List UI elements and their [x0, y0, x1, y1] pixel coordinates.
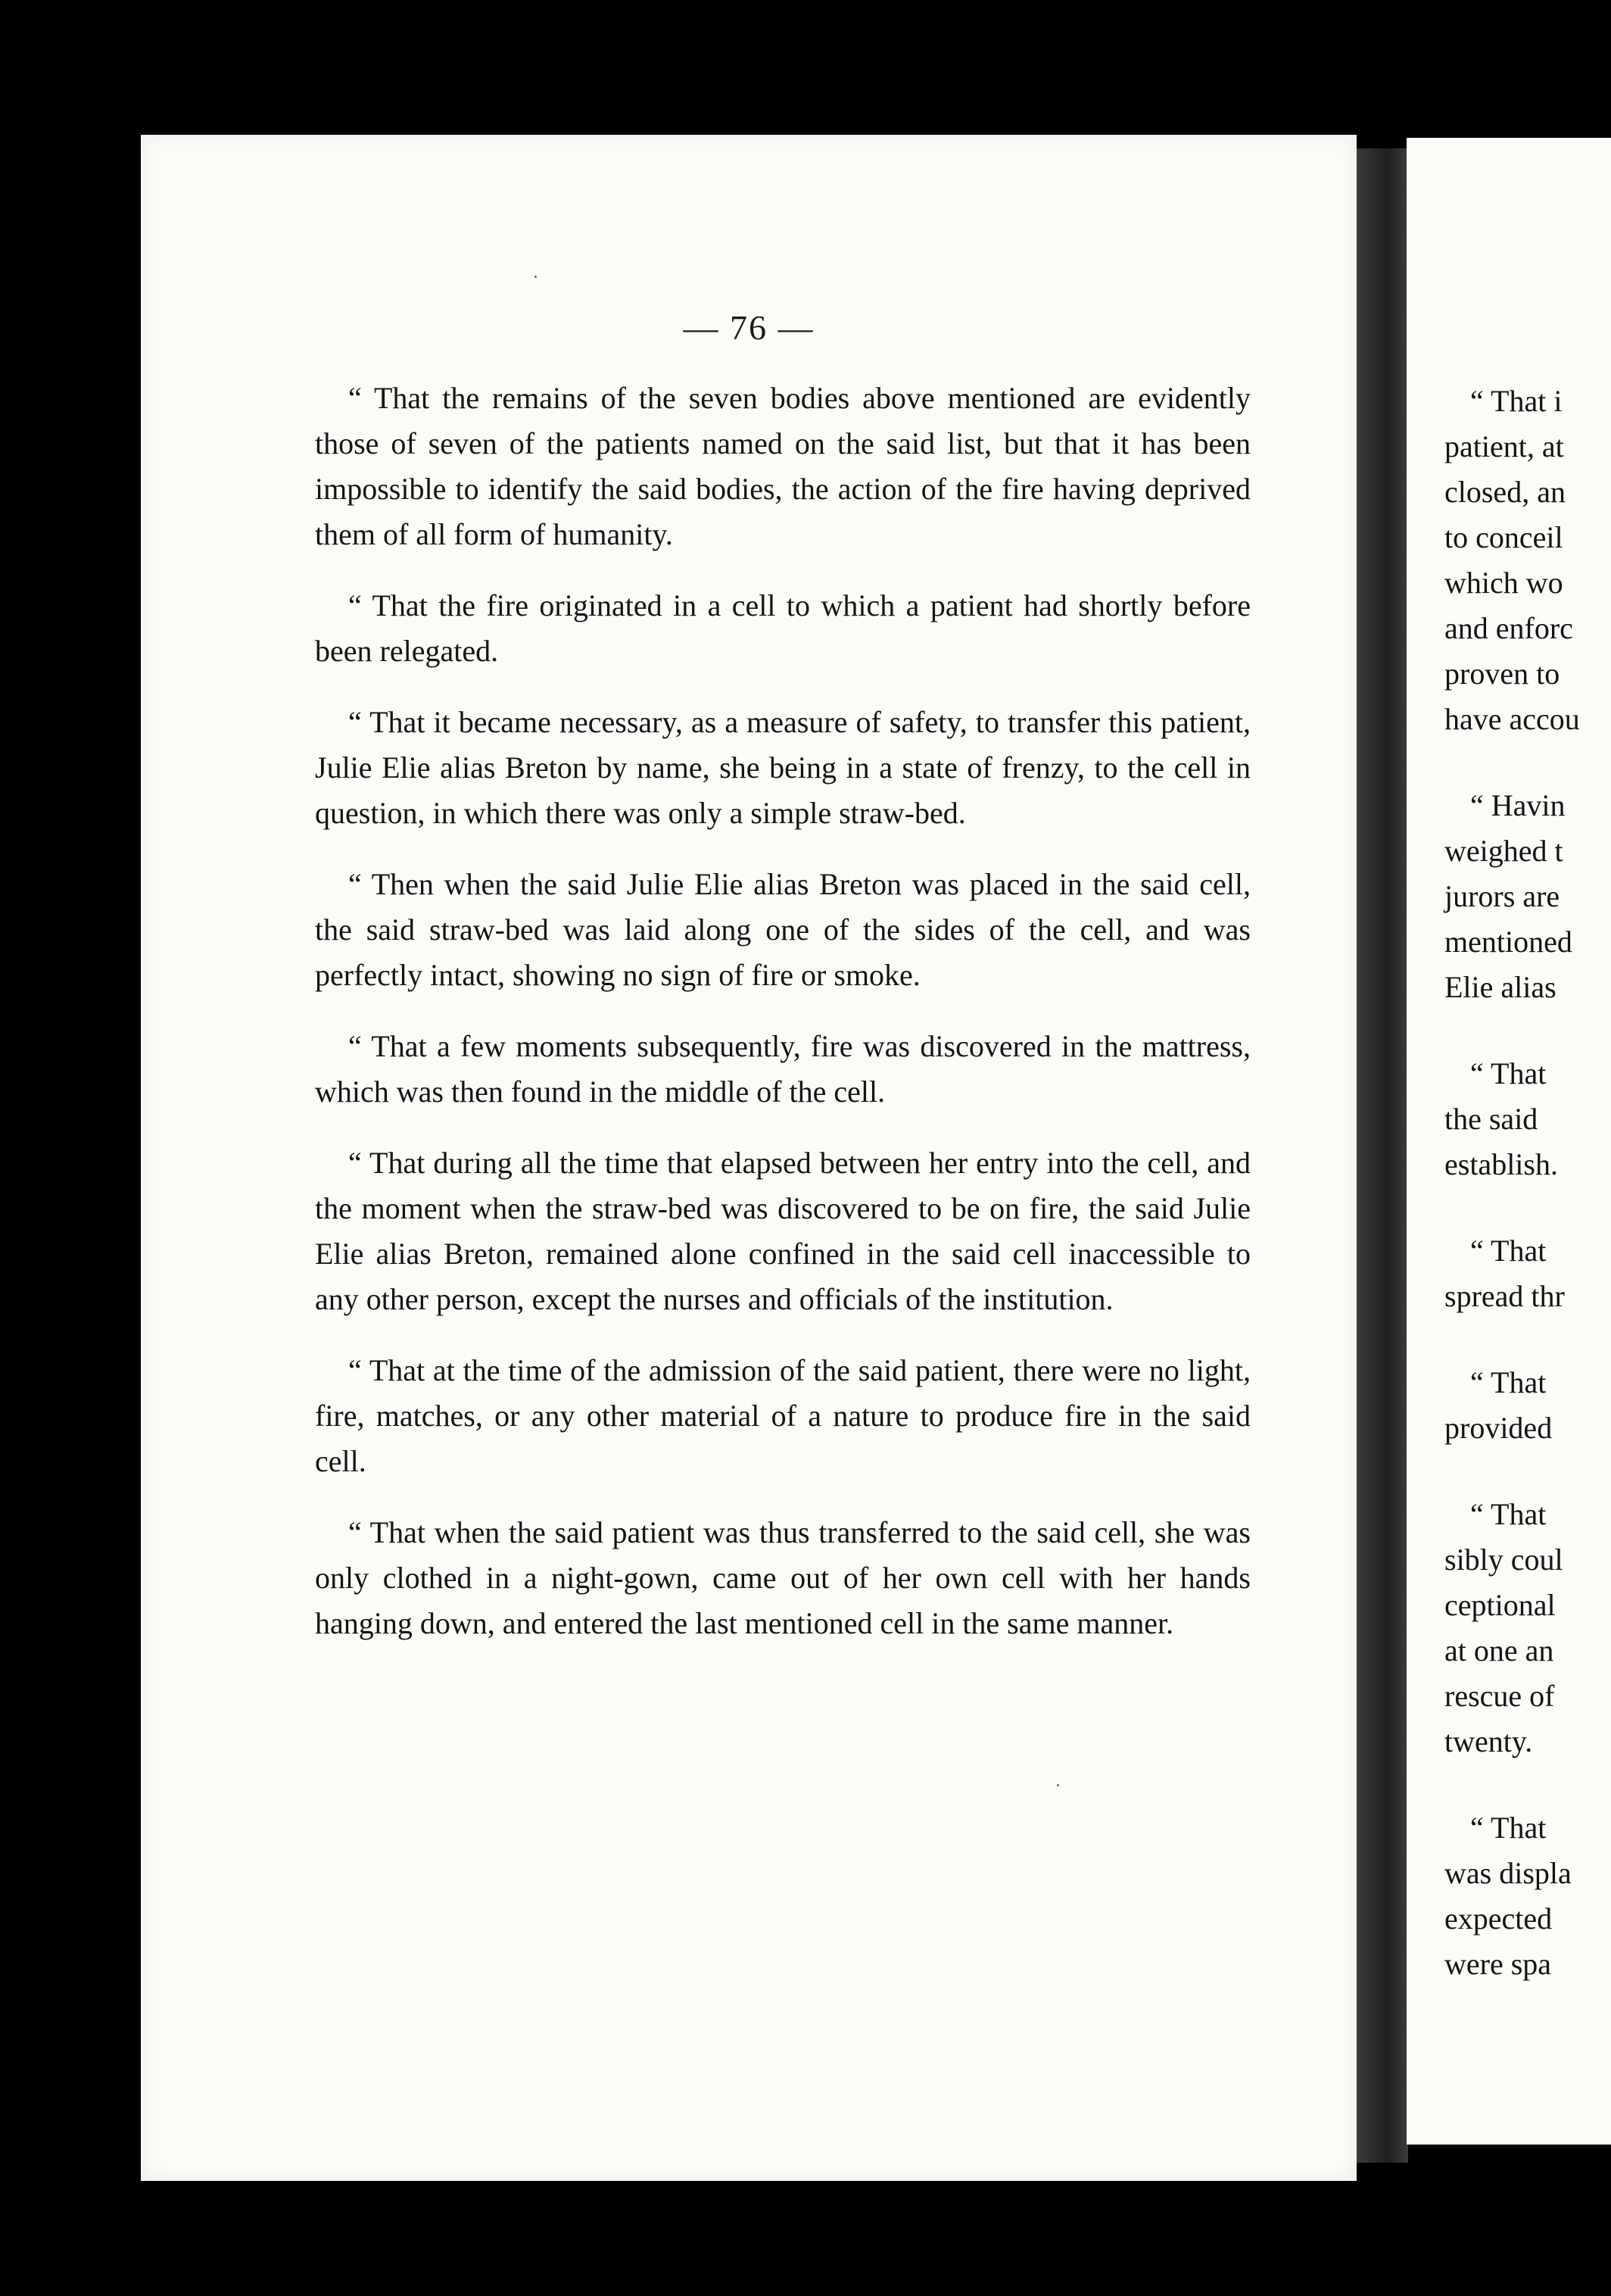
- right-paragraph-fragment: [1444, 1492, 1611, 1764]
- right-paragraph-fragment: [1444, 1360, 1611, 1451]
- right-line-fragment: “ That: [1470, 1497, 1547, 1531]
- right-line-fragment: closed, an: [1444, 475, 1566, 509]
- right-line-fragment: “ That: [1470, 1365, 1547, 1399]
- right-line-fragment: the said: [1444, 1102, 1538, 1136]
- right-line-fragment: rescue of: [1444, 1679, 1555, 1713]
- right-line-fragment: twenty.: [1444, 1724, 1533, 1758]
- paragraph: “ That during all the time that elapsed between her entry into the cell, and the moment when the straw-bed was discovered to be on fire, the said Julie Elie alias Breton, remained alone confined in the said cell inaccessible to any other person, except the nurses and officials of the institution.: [315, 1146, 1251, 1316]
- right-line-fragment: ceptional: [1444, 1588, 1556, 1622]
- left-page: [141, 135, 1357, 2181]
- paragraph: “ That a few moments subsequently, fire was discovered in the mattress, which was then found in the middle of the cell.: [315, 1029, 1251, 1109]
- right-line-fragment: establish.: [1444, 1147, 1558, 1181]
- right-line-fragment: which wo: [1444, 566, 1563, 600]
- paragraph: “ That when the said patient was thus transferred to the said cell, she was only clothed in a night-gown, came out of her own cell with her hands hanging down, and entered the last mentioned cell in the same manner.: [315, 1515, 1251, 1640]
- right-line-fragment: sibly coul: [1444, 1543, 1563, 1577]
- right-line-fragment: Elie alias: [1444, 970, 1556, 1004]
- right-line-fragment: to conceil: [1444, 520, 1563, 554]
- right-line-fragment: “ Havin: [1470, 788, 1566, 822]
- right-page-cropped: [1407, 138, 1611, 2145]
- right-line-fragment: provided: [1444, 1411, 1553, 1445]
- right-line-fragment: weighed t: [1444, 834, 1563, 868]
- book-gutter-shadow: [1357, 148, 1408, 2163]
- right-line-fragment: patient, at: [1444, 429, 1564, 463]
- right-line-fragment: at one an: [1444, 1633, 1554, 1667]
- right-line-fragment: spread thr: [1444, 1279, 1565, 1313]
- page-number: — 76 —: [683, 308, 815, 347]
- right-line-fragment: mentioned: [1444, 925, 1572, 959]
- paragraph: “ That at the time of the admission of the said patient, there were no light, fire, matches, or any other material of a nature to produce fire in the said cell.: [315, 1353, 1251, 1478]
- right-line-fragment: proven to: [1444, 657, 1560, 691]
- right-line-fragment: and enforc: [1444, 611, 1573, 645]
- right-paragraph-fragment: [1444, 1805, 1611, 1987]
- left-page-text: [315, 376, 1251, 1672]
- paragraph: “ That it became necessary, as a measure of safety, to transfer this patient, Julie Elie alias Breton by name, she being in a state of frenzy, to the cell in question, in which there was only a simple straw-bed.: [315, 705, 1251, 830]
- paper-speck: [1057, 1784, 1059, 1786]
- paragraph: “ That the remains of the seven bodies above mentioned are evidently those of seven of the patients named on the said list, but that it has been impossible to identify the said bodies, the action of the fire having deprived them of all form of humanity.: [315, 381, 1251, 551]
- right-line-fragment: were spa: [1444, 1947, 1552, 1981]
- right-paragraph-fragment: [1444, 783, 1611, 1010]
- right-line-fragment: was displa: [1444, 1856, 1572, 1890]
- right-line-fragment: “ That: [1470, 1234, 1547, 1268]
- right-page-text: [1444, 379, 1611, 2028]
- right-line-fragment: “ That i: [1470, 384, 1563, 418]
- right-line-fragment: “ That: [1470, 1811, 1547, 1845]
- paper-speck: [534, 276, 537, 278]
- right-paragraph-fragment: [1444, 1051, 1611, 1187]
- right-line-fragment: expected: [1444, 1901, 1553, 1936]
- right-paragraph-fragment: [1444, 1228, 1611, 1319]
- paragraph: “ That the fire originated in a cell to which a patient had shortly before been relegated.: [315, 588, 1251, 668]
- right-line-fragment: jurors are: [1444, 879, 1560, 913]
- right-line-fragment: “ That: [1470, 1056, 1547, 1090]
- paragraph: “ Then when the said Julie Elie alias Breton was placed in the said cell, the said straw-bed was laid along one of the sides of the cell, and was perfectly intact, showing no sign of fire or smoke.: [315, 867, 1251, 992]
- right-paragraph-fragment: [1444, 379, 1611, 742]
- right-line-fragment: have accou: [1444, 702, 1580, 736]
